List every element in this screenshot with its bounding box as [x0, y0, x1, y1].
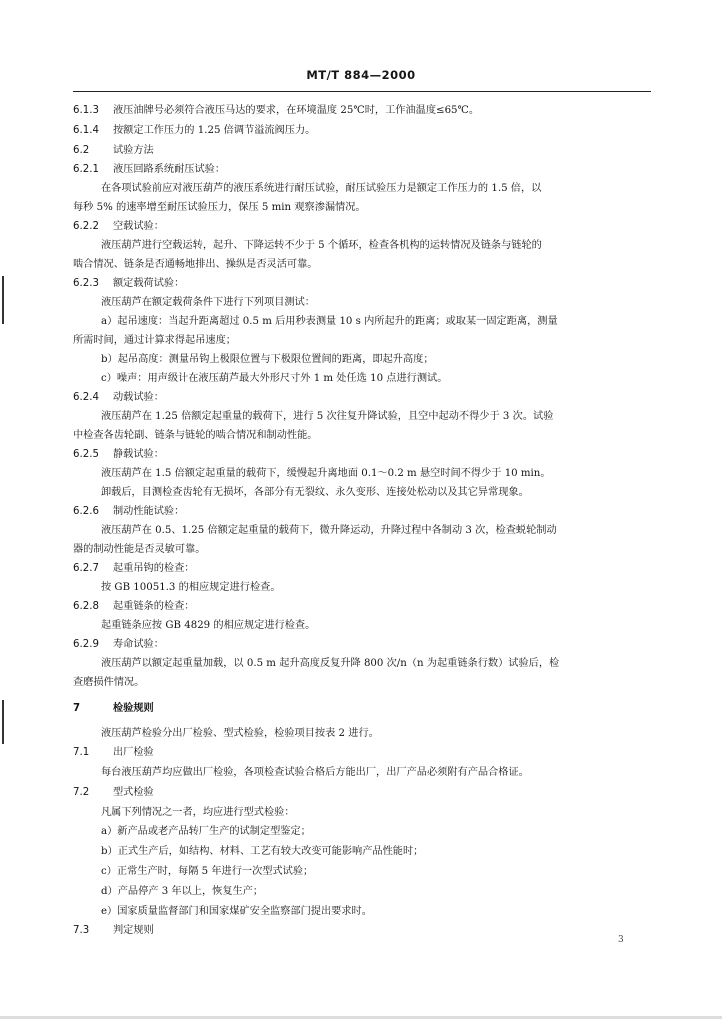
clause-number: 6.2.9 [73, 639, 99, 650]
clause-text: 判定规则 [113, 925, 154, 936]
paragraph-line: 每秒 5% 的速率增至耐压试验压力，保压 5 min 观察渗漏情况。 [73, 202, 366, 213]
paragraph-line: 啮合情况、链条是否通畅地排出、操纵是否灵活可靠。 [73, 259, 318, 270]
scan-edge [0, 1016, 722, 1019]
clause-text: 额定载荷试验： [113, 278, 185, 289]
list-item-c: c）噪声：用声级计在液压葫芦最大外形尺寸外 1 m 处任选 10 点进行测试。 [101, 373, 448, 384]
header-rule [73, 91, 651, 92]
paragraph-line: 液压葫芦检验分出厂检验、型式检验，检验项目按表 2 进行。 [101, 728, 379, 739]
margin-mark [2, 700, 4, 744]
clause-text: 液压油牌号必须符合液压马达的要求，在环境温度 25℃时，工作油温度≤65℃。 [113, 105, 480, 116]
page-number: 3 [618, 935, 624, 945]
list-item-d: d）产品停产 3 年以上，恢复生产； [101, 886, 264, 897]
clause-text: 起重吊钩的检查： [113, 563, 195, 574]
clause-text: 起重链条的检查： [113, 601, 195, 612]
paragraph-line: 器的制动性能是否灵敏可靠。 [73, 544, 206, 555]
list-item-c: c）正常生产时，每隔 5 年进行一次型式试验； [101, 866, 314, 877]
clause-number: 6.2.6 [73, 506, 99, 517]
clause-6-2-6 [73, 505, 184, 518]
clause-number: 7.3 [73, 925, 90, 936]
clause-text: 制动性能试验： [113, 506, 185, 517]
paragraph-line: 在各项试验前应对液压葫芦的液压系统进行耐压试验，耐压试验压力是额定工作压力的 1.5 倍，以 [101, 183, 542, 194]
clause-6-1-4 [73, 124, 315, 137]
page-header: MT/T 884—2000 [306, 68, 416, 82]
clause-6-2-8 [73, 600, 195, 613]
section-7-heading [73, 702, 154, 715]
clause-text: 按额定工作压力的 1.25 倍调节溢流阀压力。 [113, 125, 316, 136]
list-item-b: b）起吊高度：测量吊钩上极限位置与下极限位置间的距离，即起升高度； [101, 354, 434, 365]
paragraph-line: 每台液压葫芦均应做出厂检验，各项检查试验合格后方能出厂，出厂产品必须附有产品合格证。 [101, 767, 529, 778]
clause-number: 6.2.8 [73, 601, 99, 612]
margin-mark [2, 276, 4, 324]
clause-text: 出厂检验 [113, 747, 154, 758]
clause-6-2-7 [73, 562, 195, 575]
clause-6-2-9 [73, 638, 164, 651]
paragraph-line: 按 GB 10051.3 的相应规定进行检查。 [101, 582, 281, 593]
clause-6-2-5 [73, 448, 164, 461]
paragraph-line: 中检查各齿轮副、链条与链轮的啮合情况和制动性能。 [73, 430, 318, 441]
clause-text: 寿命试验： [113, 639, 164, 650]
clause-text: 试验方法 [113, 145, 154, 156]
clause-number: 7.2 [73, 787, 90, 798]
paragraph-line: 液压葫芦在 1.25 倍额定起重量的载荷下，进行 5 次往复升降试验，且空中起动不得少于 3 次。试验 [101, 411, 554, 422]
paragraph-line: 液压葫芦以额定起重量加载，以 0.5 m 起升高度反复升降 800 次/n（n 为起重链条行数）试验后，检 [101, 658, 560, 669]
paragraph-line: 起重链条应按 GB 4829 的相应规定进行检查。 [101, 620, 316, 631]
paragraph-line: 查磨损件情况。 [73, 677, 145, 688]
list-item-b: b）正式生产后，如结构、材料、工艺有较大改变可能影响产品性能时； [101, 846, 424, 857]
clause-6-2-2 [73, 220, 164, 233]
clause-number: 6.2.2 [73, 221, 99, 232]
clause-number: 6.2.4 [73, 392, 99, 403]
clause-7-2 [73, 786, 154, 799]
clause-text: 型式检验 [113, 787, 154, 798]
clause-6-2-3 [73, 277, 184, 290]
clause-number: 7.1 [73, 747, 90, 758]
clause-text: 液压回路系统耐压试验： [113, 164, 226, 175]
paragraph-line: 液压葫芦在 1.5 倍额定起重量的载荷下，缓慢起升离地面 0.1～0.2 m 悬空时间不得少于 10 min。 [101, 468, 551, 479]
clause-number: 6.1.3 [73, 105, 99, 116]
clause-text: 静载试验： [113, 449, 164, 460]
paragraph-line: 液压葫芦在额定载荷条件下进行下列项目测试： [101, 297, 315, 308]
clause-text: 空载试验： [113, 221, 164, 232]
section-number: 7 [73, 703, 81, 714]
clause-text: 动载试验： [113, 392, 164, 403]
paragraph-line: 液压葫芦进行空载运转，起升、下降运转不少于 5 个循环，检查各机构的运转情况及链条与链轮的 [101, 240, 542, 251]
paragraph-line: 液压葫芦在 0.5、1.25 倍额定起重量的载荷下，微升降运动，升降过程中各制动 3 次，检查蜕轮制动 [101, 525, 557, 536]
list-item-a: a）新产品或老产品转厂生产的试制定型鉴定； [101, 826, 311, 837]
clause-7-1 [73, 746, 154, 759]
clause-number: 6.2.5 [73, 449, 99, 460]
clause-number: 6.2.7 [73, 563, 99, 574]
paragraph-line: 所需时间，通过计算求得起吊速度； [73, 335, 236, 346]
clause-number: 6.2.1 [73, 164, 99, 175]
clause-7-3 [73, 924, 154, 937]
clause-6-2 [73, 144, 154, 157]
clause-6-1-3 [73, 104, 479, 117]
list-item-a: a）起吊速度：当起升距离超过 0.5 m 后用秒表测量 10 s 内所起升的距离；或取某一固定距离，测量 [101, 316, 558, 327]
paragraph-line: 卸载后，目测检查齿轮有无损坏，各部分有无裂纹、永久变形、连接处松动以及其它异常现象。 [101, 487, 529, 498]
clause-number: 6.2.3 [73, 278, 99, 289]
clause-number: 6.2 [73, 145, 90, 156]
section-title: 检验规则 [113, 702, 154, 714]
clause-6-2-4 [73, 391, 164, 404]
paragraph-line: 凡属下列情况之一者，均应进行型式检验： [101, 807, 295, 818]
list-item-e: e）国家质量监督部门和国家煤矿安全监察部门提出要求时。 [101, 906, 372, 917]
clause-number: 6.1.4 [73, 125, 99, 136]
clause-6-2-1 [73, 163, 225, 176]
